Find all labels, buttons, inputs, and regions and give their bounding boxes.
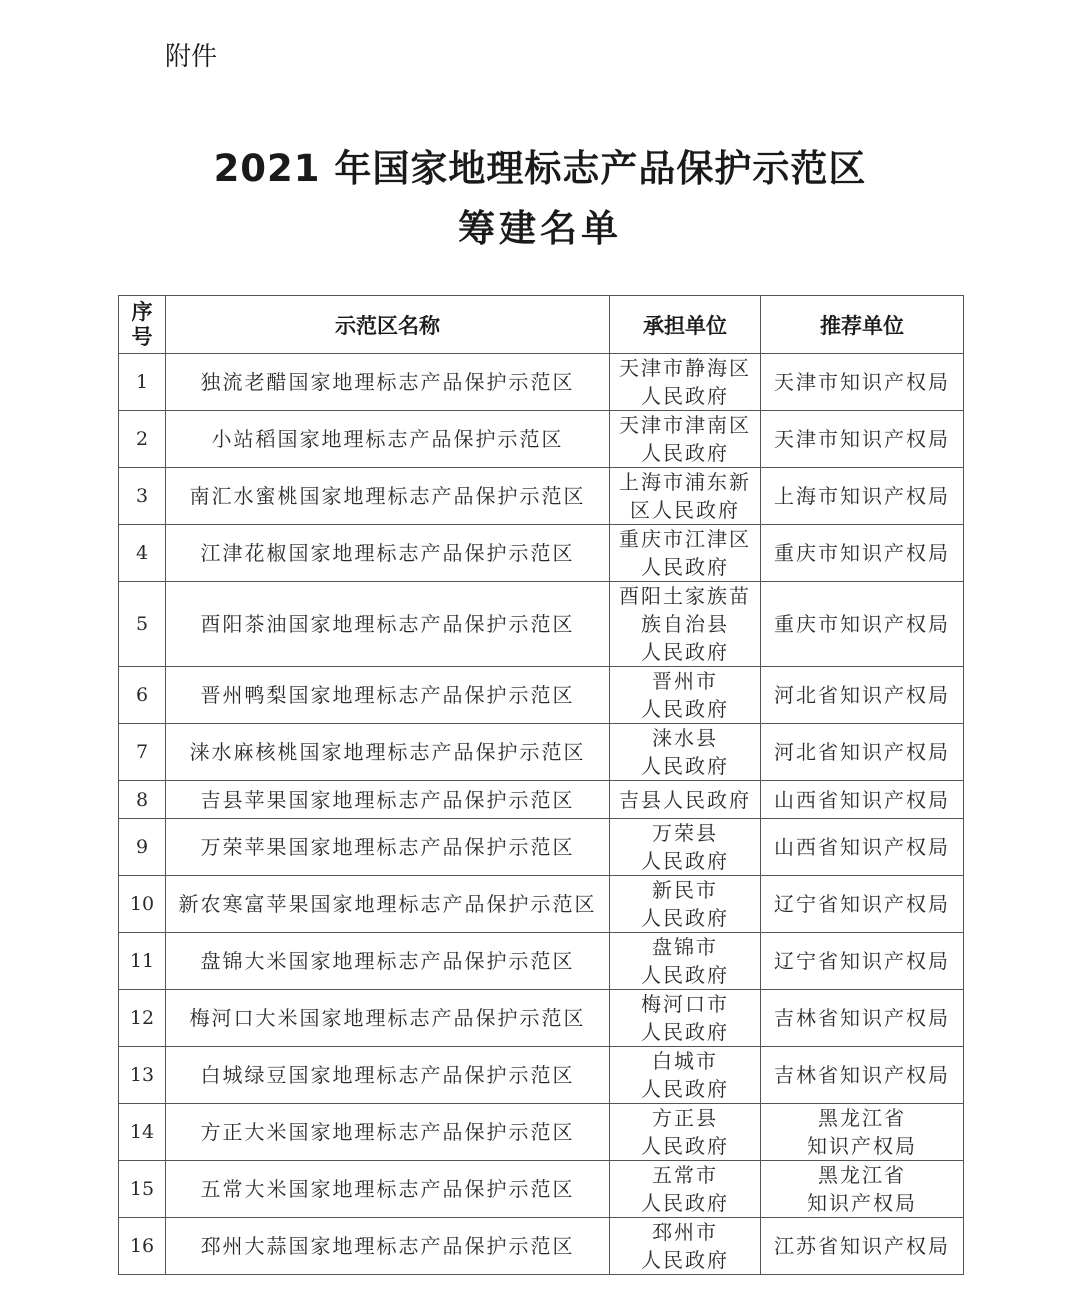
cell-recommender: 辽宁省知识产权局: [761, 933, 964, 990]
cell-recommender: 江苏省知识产权局: [761, 1218, 964, 1275]
cell-name: 小站稻国家地理标志产品保护示范区: [166, 411, 610, 468]
table-row: [119, 781, 964, 819]
cell-unit: 天津市静海区 人民政府: [610, 354, 761, 411]
cell-name: 涞水麻核桃国家地理标志产品保护示范区: [166, 724, 610, 781]
table-row: [119, 411, 964, 468]
cell-seq: 14: [119, 1104, 166, 1161]
cell-name: 新农寒富苹果国家地理标志产品保护示范区: [166, 876, 610, 933]
cell-seq: 9: [119, 819, 166, 876]
cell-recommender: 黑龙江省 知识产权局: [761, 1104, 964, 1161]
table-row: [119, 525, 964, 582]
cell-unit: 天津市津南区 人民政府: [610, 411, 761, 468]
cell-recommender: 黑龙江省 知识产权局: [761, 1161, 964, 1218]
cell-name: 邳州大蒜国家地理标志产品保护示范区: [166, 1218, 610, 1275]
cell-seq: 15: [119, 1161, 166, 1218]
cell-seq: 10: [119, 876, 166, 933]
cell-unit: 重庆市江津区 人民政府: [610, 525, 761, 582]
cell-unit: 酉阳土家族苗 族自治县 人民政府: [610, 582, 761, 667]
table-row: [119, 1161, 964, 1218]
cell-unit: 万荣县 人民政府: [610, 819, 761, 876]
cell-unit: 新民市 人民政府: [610, 876, 761, 933]
table-row: [119, 354, 964, 411]
table-row: [119, 990, 964, 1047]
table-row: [119, 468, 964, 525]
cell-recommender: 重庆市知识产权局: [761, 525, 964, 582]
attachment-label: 附件: [165, 42, 218, 72]
cell-unit: 涞水县 人民政府: [610, 724, 761, 781]
cell-unit: 方正县 人民政府: [610, 1104, 761, 1161]
cell-recommender: 山西省知识产权局: [761, 781, 964, 819]
cell-name: 晋州鸭梨国家地理标志产品保护示范区: [166, 667, 610, 724]
cell-name: 万荣苹果国家地理标志产品保护示范区: [166, 819, 610, 876]
cell-seq: 5: [119, 582, 166, 667]
header-name: 示范区名称: [166, 296, 610, 354]
header-recommender: 推荐单位: [761, 296, 964, 354]
cell-unit: 晋州市 人民政府: [610, 667, 761, 724]
cell-unit: 梅河口市 人民政府: [610, 990, 761, 1047]
cell-seq: 6: [119, 667, 166, 724]
table-row: [119, 1104, 964, 1161]
cell-recommender: 天津市知识产权局: [761, 354, 964, 411]
demo-zone-table: [118, 295, 964, 1275]
table-row: [119, 933, 964, 990]
cell-name: 独流老醋国家地理标志产品保护示范区: [166, 354, 610, 411]
table-row: [119, 876, 964, 933]
cell-seq: 2: [119, 411, 166, 468]
cell-name: 白城绿豆国家地理标志产品保护示范区: [166, 1047, 610, 1104]
cell-seq: 12: [119, 990, 166, 1047]
cell-seq: 7: [119, 724, 166, 781]
cell-name: 方正大米国家地理标志产品保护示范区: [166, 1104, 610, 1161]
table-row: [119, 1047, 964, 1104]
cell-name: 五常大米国家地理标志产品保护示范区: [166, 1161, 610, 1218]
cell-seq: 16: [119, 1218, 166, 1275]
cell-recommender: 山西省知识产权局: [761, 819, 964, 876]
cell-recommender: 辽宁省知识产权局: [761, 876, 964, 933]
cell-unit: 上海市浦东新 区人民政府: [610, 468, 761, 525]
cell-name: 吉县苹果国家地理标志产品保护示范区: [166, 781, 610, 819]
header-seq: 序 号: [119, 296, 166, 354]
header-unit: 承担单位: [610, 296, 761, 354]
cell-unit: 邳州市 人民政府: [610, 1218, 761, 1275]
cell-seq: 11: [119, 933, 166, 990]
document-title: 2021 年国家地理标志产品保护示范区: [213, 147, 867, 190]
cell-seq: 8: [119, 781, 166, 819]
table-row: [119, 724, 964, 781]
cell-recommender: 上海市知识产权局: [761, 468, 964, 525]
document-subtitle: 筹建名单: [458, 207, 622, 250]
cell-recommender: 天津市知识产权局: [761, 411, 964, 468]
cell-unit: 白城市 人民政府: [610, 1047, 761, 1104]
cell-name: 盘锦大米国家地理标志产品保护示范区: [166, 933, 610, 990]
cell-recommender: 河北省知识产权局: [761, 724, 964, 781]
table-row: [119, 1218, 964, 1275]
cell-unit: 盘锦市 人民政府: [610, 933, 761, 990]
cell-name: 南汇水蜜桃国家地理标志产品保护示范区: [166, 468, 610, 525]
cell-name: 梅河口大米国家地理标志产品保护示范区: [166, 990, 610, 1047]
table-header-row: [119, 296, 964, 354]
cell-seq: 1: [119, 354, 166, 411]
cell-recommender: 河北省知识产权局: [761, 667, 964, 724]
cell-seq: 3: [119, 468, 166, 525]
cell-unit: 吉县人民政府: [610, 781, 761, 819]
cell-seq: 4: [119, 525, 166, 582]
cell-recommender: 吉林省知识产权局: [761, 990, 964, 1047]
table-row: [119, 667, 964, 724]
cell-name: 酉阳茶油国家地理标志产品保护示范区: [166, 582, 610, 667]
table-row: [119, 582, 964, 667]
cell-name: 江津花椒国家地理标志产品保护示范区: [166, 525, 610, 582]
cell-recommender: 重庆市知识产权局: [761, 582, 964, 667]
table-row: [119, 819, 964, 876]
cell-unit: 五常市 人民政府: [610, 1161, 761, 1218]
cell-recommender: 吉林省知识产权局: [761, 1047, 964, 1104]
cell-seq: 13: [119, 1047, 166, 1104]
